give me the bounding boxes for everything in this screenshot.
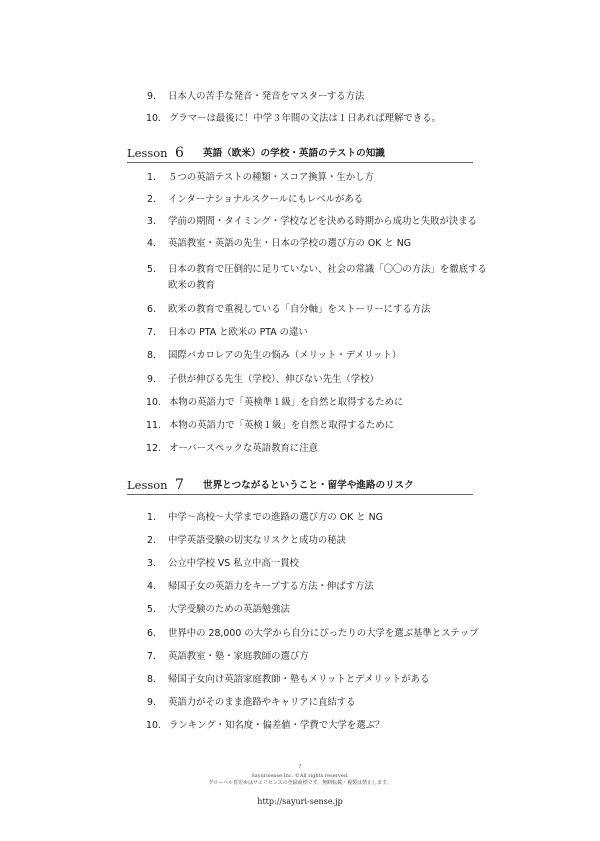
item-text: 学前の期間・タイミング・学校などを決める時期から成功と失敗が決まる [168, 216, 478, 227]
lesson-title: 英語（欧米）の学校・英語のテストの知識 [203, 148, 385, 159]
item-number: 10. [146, 113, 161, 124]
item-text: ランキング・知名度・偏差値・学費で大学を選ぶ？ [169, 720, 385, 731]
item-text: グラマーは最後に！中学３年間の文法は１日あれば理解できる。 [169, 113, 441, 124]
page-number: 7 [298, 764, 302, 770]
item-text: 英語教室・塾・家庭教師の選び方 [168, 651, 309, 662]
item-text: 公立中学校 VS 私立中高一貫校 [168, 558, 299, 569]
item-number: 9. [147, 697, 156, 708]
item-text: インターナショナルスクールにもレベルがある [168, 194, 364, 205]
item-number: 9. [147, 374, 156, 385]
item-text: 帰国子女の英語力をキープする方法・伸ばす方法 [168, 581, 374, 592]
item-number: 10. [146, 720, 161, 731]
item-text: 日本の教育で圧倒的に足りていない、社会の常識「〇〇の方法」を徹底する [168, 264, 487, 275]
item-number: 10. [146, 397, 161, 408]
item-text: 本物の英語力で「英検１級」を自然と取得するために [169, 420, 395, 431]
item-number: 1. [147, 172, 156, 183]
item-number: 3. [147, 558, 156, 569]
item-number: 7. [147, 651, 156, 662]
item-text: 国際バカロレアの先生の悩み（メリット・デメリット） [168, 350, 402, 361]
trademark-notice: グローバル育児®はサユリセンスの登録商標です。無断転載・複製は禁止します。 [208, 780, 392, 786]
item-number: 5. [147, 604, 156, 615]
item-text: 欧米の教育で重視している「自分軸」をストーリーにする方法 [168, 304, 431, 315]
item-number: 6. [147, 304, 156, 315]
copyright-text: Sayurisense Inc. ©All rights reserved. [251, 773, 349, 779]
lesson-title: 世界とつながるということ・留学や進路のリスク [203, 480, 414, 491]
item-text: 日本人の苦手な発音・発音をマスターする方法 [168, 91, 365, 102]
item-number: 3. [147, 216, 156, 227]
lesson-number: 6 [175, 145, 184, 161]
item-text: 中学〜高校〜大学までの進路の選び方の OK と NG [168, 512, 383, 523]
item-text: オーバースペックな英語教育に注意 [169, 443, 319, 454]
item-number: 2. [147, 194, 156, 205]
item-text: 日本の PTA と欧米の PTA の違い [168, 327, 308, 338]
item-text: 英語力がそのまま進路やキャリアに直結する [168, 697, 356, 708]
item-number: 11. [146, 420, 161, 431]
item-text: 大学受験のための英語勉強法 [168, 604, 290, 615]
lesson-label: Lesson [127, 146, 168, 160]
item-number: 8. [147, 674, 156, 685]
lesson-7-divider [127, 494, 473, 495]
item-number: 1. [147, 512, 156, 523]
item-text: 英語教室・英語の先生・日本の学校の選び方の OK と NG [168, 238, 411, 249]
item-text: ５つの英語テストの種類・スコア換算・生かし方 [168, 172, 374, 183]
lesson-7-heading [127, 475, 487, 493]
item-text: 世界中の 28,000 の大学から自分にぴったりの大学を選ぶ基準とステップ [168, 628, 479, 639]
item-number: 12. [146, 443, 161, 454]
lesson-number: 7 [175, 477, 184, 493]
website-link[interactable]: http://sayuri-sense.jp [257, 797, 343, 806]
item-number: 2. [147, 535, 156, 546]
item-number: 8. [147, 350, 156, 361]
item-number: 4. [147, 581, 156, 592]
lesson-6-divider [127, 162, 473, 163]
item-number: 7. [147, 327, 156, 338]
item-text: 帰国子女向け英語家庭教師・塾もメリットとデメリットがある [168, 674, 430, 685]
copyright-block [0, 773, 600, 787]
item-text: 中学英語受験の切実なリスクと成功の秘訣 [168, 535, 346, 546]
item-number: 6. [147, 628, 156, 639]
lesson-6-heading [127, 143, 487, 161]
item-text: 本物の英語力で「英検準１級」を自然と取得するために [169, 397, 404, 408]
item-number: 9. [147, 91, 156, 102]
lesson-label: Lesson [127, 478, 168, 492]
item-text: 子供が伸びる先生（学校）、伸びない先生（学校） [168, 374, 379, 385]
item-number: 4. [147, 238, 156, 249]
item-number: 5. [147, 264, 156, 275]
item-text-continued: 欧米の教育 [168, 280, 215, 291]
